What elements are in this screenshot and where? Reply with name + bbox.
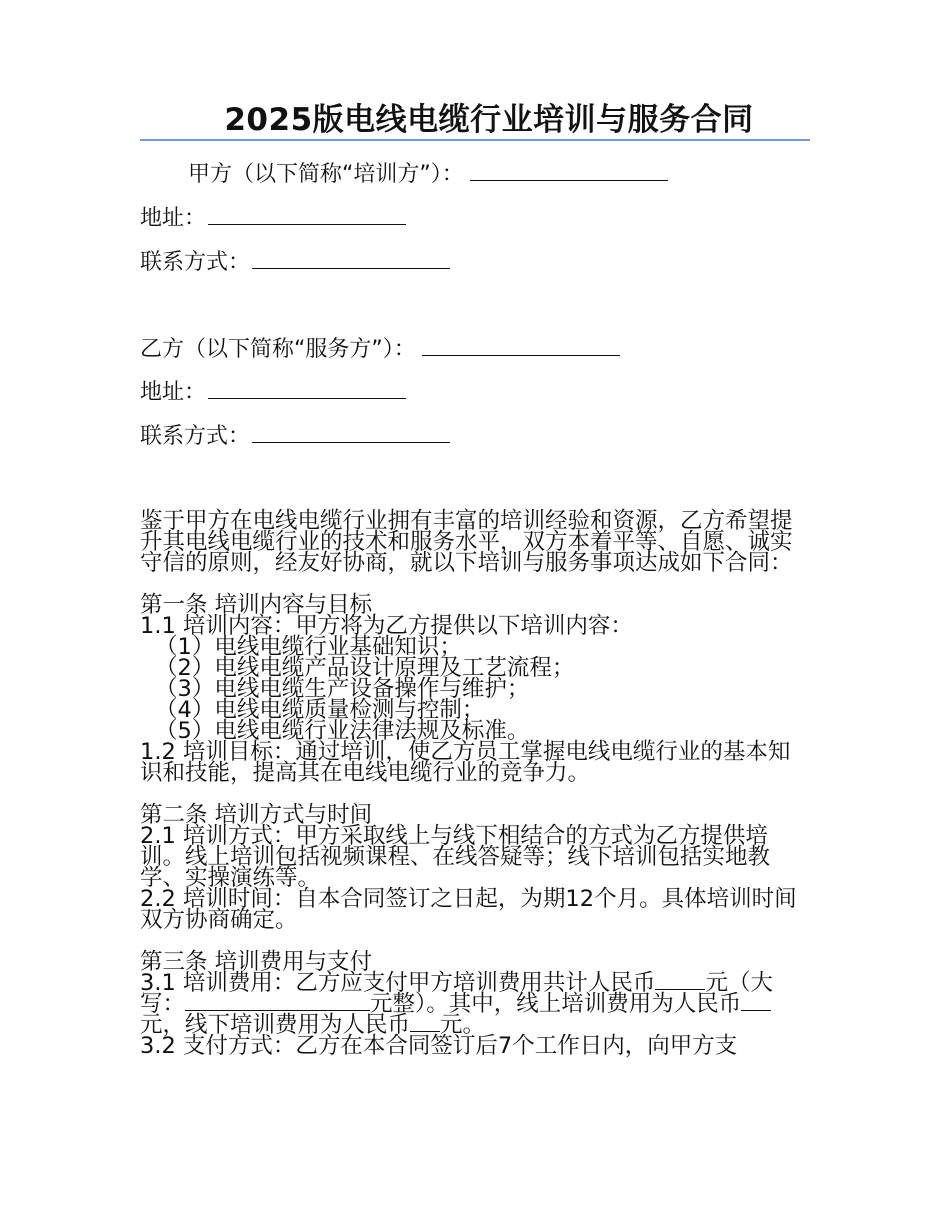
clause-3-1-text: 3.1 培训费用：乙方应支付甲方培训费用共计人民币: [140, 970, 656, 996]
article-2-heading: 第二条 培训方式与时间: [140, 802, 373, 828]
list-item: （5）电线电缆行业法律法规及标准。: [155, 718, 530, 744]
clause-1-1: 1.1 培训内容：甲方将为乙方提供以下培训内容：: [140, 613, 633, 639]
party-b-name-blank: [422, 335, 620, 356]
clause-3-1-end: 元。: [440, 1012, 486, 1038]
party-a-line: [188, 160, 668, 189]
list-item: （1）电线电缆行业基础知识；: [155, 634, 462, 660]
clause-2-1: 2.1 培训方式：甲方采取线上与线下相结合的方式为乙方提供培训。线上培训包括视频课程、在线答疑等；线下培训包括实地教学、实操演练等。: [140, 823, 771, 891]
online-fee-blank: [741, 994, 771, 1011]
fee-daxie-blank: [185, 994, 370, 1011]
party-b-contact-line: [140, 422, 450, 451]
title-underline: [140, 139, 810, 141]
party-b-address-line: [140, 378, 406, 407]
party-a-contact-label: 联系方式：: [140, 250, 251, 275]
fee-total-blank: [655, 973, 705, 990]
article-3-heading: 第三条 培训费用与支付: [140, 949, 373, 975]
contract-body: [140, 508, 812, 1059]
offline-fee-blank: [410, 1015, 440, 1032]
clause-3-1: [140, 970, 812, 1038]
clause-3-2: 3.2 支付方式：乙方在本合同签订后7个工作日内，向甲方支: [140, 1033, 738, 1059]
party-b-contact-label: 联系方式：: [140, 424, 251, 449]
list-item: （3）电线电缆生产设备操作与维护；: [155, 676, 530, 702]
party-b-address-label: 地址：: [140, 380, 207, 405]
party-b-label: 乙方（以下简称“服务方”）：: [140, 337, 416, 362]
party-a-name-blank: [470, 160, 668, 181]
article-1-heading: 第一条 培训内容与目标: [140, 592, 373, 618]
clause-2-2: 2.2 培训时间：自本合同签订之日起，为期12个月。具体培训时间双方协商确定。: [140, 886, 797, 933]
preamble: 鉴于甲方在电线电缆行业拥有丰富的培训经验和资源，乙方希望提升其电线电缆行业的技术和服务水平，双方本着平等、自愿、诚实守信的原则，经友好协商，就以下培训与服务事项达成如下合同：: [140, 508, 793, 576]
party-a-address-label: 地址：: [140, 206, 207, 231]
party-a-contact-line: [140, 248, 450, 277]
party-b-line: [140, 335, 620, 364]
unit-yuan: 元: [705, 970, 728, 996]
party-a-address-line: [140, 204, 406, 233]
daxie-open: （大写：: [140, 970, 773, 1017]
party-a-address-blank: [208, 204, 406, 225]
list-item: （2）电线电缆产品设计原理及工艺流程；: [155, 655, 575, 681]
party-a-contact-blank: [252, 248, 450, 269]
online-fee-text: 元整）。其中，线上培训费用为人民币: [370, 991, 742, 1017]
party-b-contact-blank: [252, 422, 450, 443]
clause-1-2: 1.2 培训目标：通过培训，使乙方员工掌握电线电缆行业的基本知识和技能，提高其在电线电缆行业的竞争力。: [140, 739, 791, 786]
offline-fee-text: 元，线下培训费用为人民币: [140, 1012, 411, 1038]
party-a-label: 甲方（以下简称“培训方”）：: [188, 162, 464, 187]
document-title: 2025版电线电缆行业培训与服务合同: [224, 102, 754, 138]
party-b-address-blank: [208, 378, 406, 399]
list-item: （4）电线电缆质量检测与控制；: [155, 697, 485, 723]
